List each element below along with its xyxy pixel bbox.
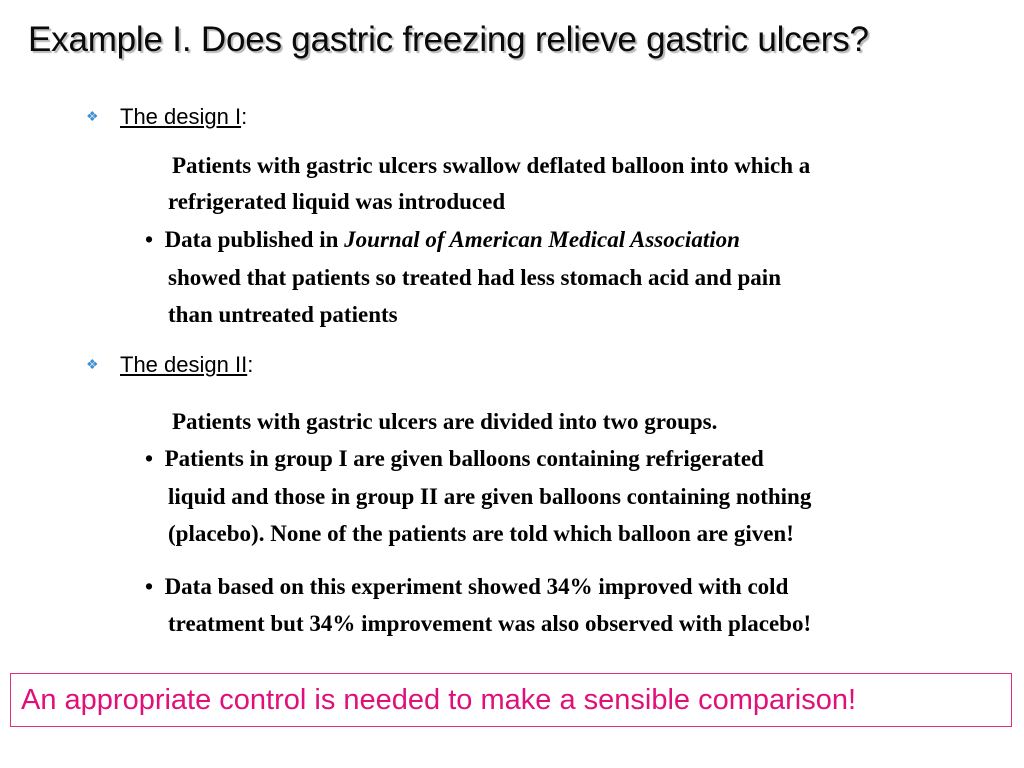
bullet-dot-icon: • <box>145 227 154 252</box>
design-1-bullet-1 <box>145 227 740 253</box>
design-2-bullet-2-line-2: treatment but 34% improvement was also observed with placebo! <box>168 611 812 636</box>
design-1-bullet-1-text: Data published in <box>164 227 345 252</box>
design-2-line-1: Patients with gastric ulcers are divided into two groups. <box>172 409 718 434</box>
design-1-bullet-1-line-3: than untreated patients <box>168 302 398 327</box>
design-2-bullet-1 <box>145 446 764 472</box>
design-2-heading <box>86 352 253 378</box>
design-2-heading-colon: : <box>247 352 254 377</box>
bullet-dot-icon: • <box>145 574 154 599</box>
conclusion-callout: An appropriate control is needed to make a sensible comparison! <box>10 673 1012 727</box>
design-2-bullet-1-line-2: liquid and those in group II are given balloons containing nothing <box>168 484 812 509</box>
design-2-heading-label: The design II <box>120 352 248 377</box>
slide-title: Example I. Does gastric freezing relieve gastric ulcers? <box>28 20 869 59</box>
journal-name: Journal of American Medical Association <box>344 227 740 252</box>
design-1-line-1: Patients with gastric ulcers swallow deflated balloon into which a <box>172 153 811 178</box>
design-2-bullet-1-line-3: (placebo). None of the patients are told which balloon are given! <box>168 521 794 546</box>
design-1-heading-colon: : <box>241 104 248 129</box>
design-1-bullet-1-line-2: showed that patients so treated had less stomach acid and pain <box>168 265 781 290</box>
bullet-dot-icon: • <box>145 446 154 471</box>
design-2-bullet-2-text: Data based on this experiment showed 34% improved with cold <box>164 574 789 599</box>
diamond-bullet-icon: ❖ <box>86 108 99 124</box>
diamond-bullet-icon: ❖ <box>86 356 99 372</box>
design-1-heading <box>86 104 247 130</box>
design-1-heading-label: The design I <box>120 104 242 129</box>
design-2-bullet-2 <box>145 574 788 600</box>
design-2-bullet-1-text: Patients in group I are given balloons containing refrigerated <box>164 446 764 471</box>
design-1-line-2: refrigerated liquid was introduced <box>168 189 506 214</box>
